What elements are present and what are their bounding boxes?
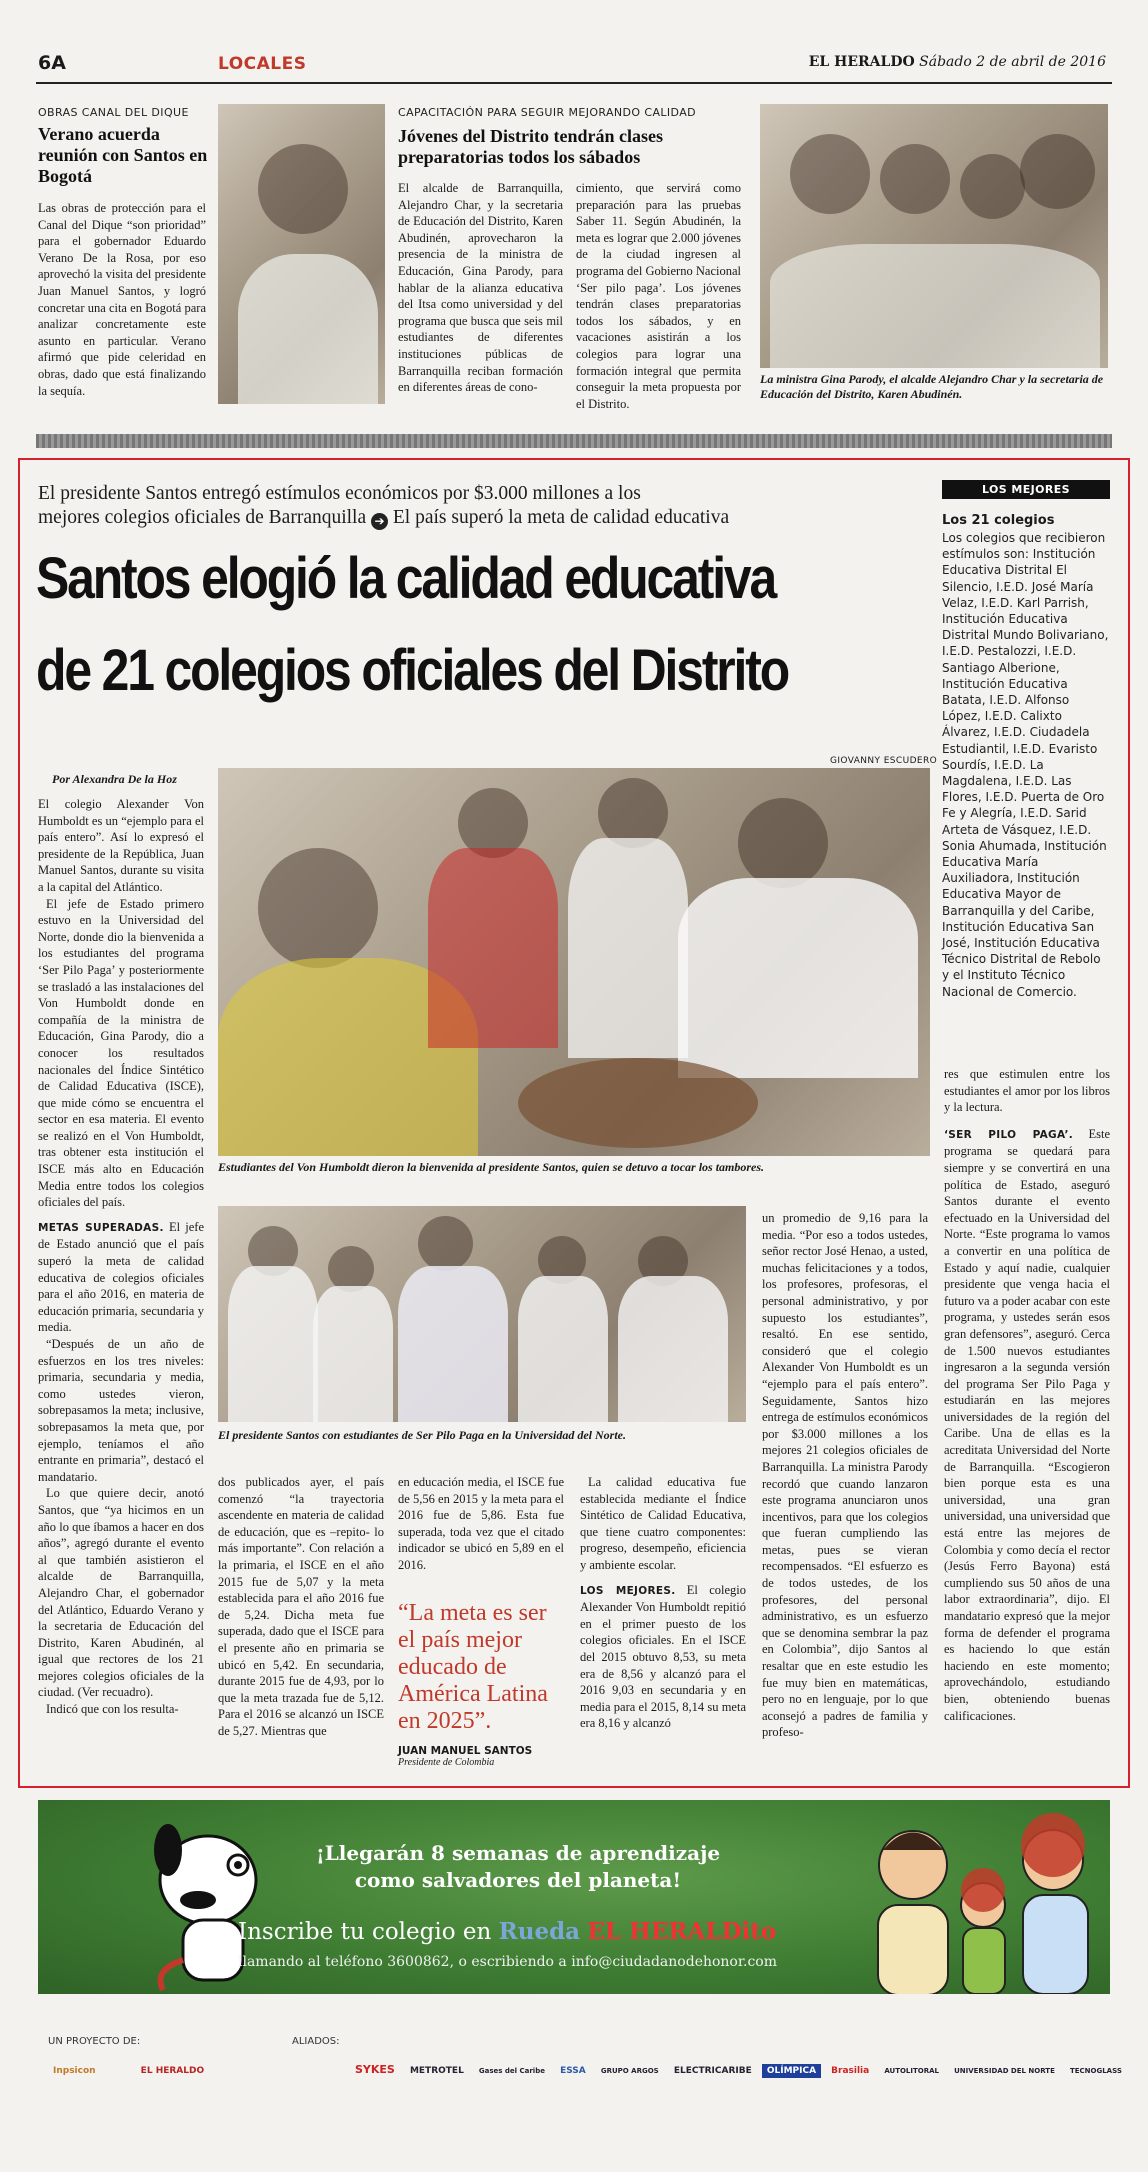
mid-story-col1: El alcalde de Barranquilla, Alejandro Char, y la secretaria de Educación del Distrito, Karen Abudinén, aprovecharon la presencia de la ministra de Educación, Gina Parody, para hablar de la alianza educativa del Itsa como universidad y del programa que busca que seis mil estudiantes de diferentes instituciones públicas de Barranquilla reciban formación en diferentes áreas de cono- [398, 181, 563, 395]
ally-logo-brasilia[interactable]: Brasilia [831, 2066, 870, 2076]
drums-caption: Estudiantes del Von Humboldt dieron la bienvenida al presidente Santos, quien se detuvo a tocar los tambores. [218, 1160, 765, 1174]
issue-date: Sábado 2 de abril de 2016 [919, 54, 1106, 70]
sidebar-title: Los 21 colegios [942, 513, 1055, 528]
body-col-2: dos publicados ayer, el país comenzó “la trayectoria ascendente en materia de calidad de educación, que es –repito- lo más importante”. Con relación a la primaria, el ISCE en el año 2015 fue de 5,07 y la meta establecida para el año 2016 fue de 5,24. Dicha meta fue superada, dado que el ISCE para el presente año en primaria se ubicó en 5,42. En secundaria, durante 2015 fue de 4,93, por lo que la meta trazada fue de 5,12. Para el 2016 se alcanzó un ISCE de 5,27. Mientras que [218, 1475, 384, 1738]
pull-quote-text: “La meta es ser el país mejor educado de América Latina en 2025”. [398, 1600, 548, 1734]
col1-para-3-text: El jefe de Estado anunció que el país superó la meta de calidad educativa de colegios oficiales para el año 2016, en materia de educación primaria, secundaria y media. [38, 1219, 204, 1335]
mid-story-headline[interactable]: Jóvenes del Distrito tendrán clases preparatorias todos los sábados [398, 126, 663, 167]
body-col-1 [38, 796, 204, 1718]
drums-photo [218, 768, 930, 1156]
project-logos [48, 2058, 278, 2078]
col6-para-1: res que estimulen entre los estudiantes el amor por los libros y la lectura. [944, 1067, 1110, 1115]
col6-para-2-text: Este programa se quedará para siempre y se convertirá en una política de Estado, aseguró Santos durante el evento efectuado en la Universidad del Norte. “Este programa lo vamos a convertir en una política de Estado y aquí nadie, cualquier presidente que venga hacia el futuro va a poder acabar con este programa, y ustedes serán esos gran defensores”, aseguró. Cerca de 1.500 nuevos estudiantes ingresaron a la segunda versión del programa Ser Pilo Paga y estudiarán en las mejores universidades de la región del Caribe. Una de ellas es la acreditata Universidad del Norte de Barranquilla. “Escogieron bien porque esta es una universidad, una gran universidad, una universidad que está entre las mejores de Colombia y como decía el rector (Jesús Ferro Bayona) está cumpliendo sus 50 años de una labor extraordinaria”, dijo. El mandatario expresó que la mejor forma de defender el programa es haciendo lo que están haciendo en este momento; aprovechándolo, estudiando bien, obteniendo buenas calificaciones. [944, 1126, 1111, 1723]
pull-quote-name: JUAN MANUEL SANTOS [398, 1745, 533, 1757]
verano-photo [218, 104, 385, 404]
col4-runin: LOS MEJORES. [580, 1584, 676, 1597]
ad-banner[interactable] [38, 1800, 1110, 1994]
col1-para-6: Indicó que con los resulta- [46, 1702, 179, 1717]
col1-para-2: El jefe de Estado primero estuvo en la Universidad del Norte, donde dio la bienvenida a los estudiantes del programa ‘Ser Pilo Paga’ y posteriormente se trasladó a las instalaciones del Von Humboldt donde en compañía de la ministra de Educación, Gina Parody, dio a conocer los resultados nacionales del Índice Sintético de Calidad Educativa (ISCE), que mide cómo se encuentra el sector en esa materia. El evento se realizó en el Von Humboldt, tras obtener esta institución el ISCE más alto en Educación Media entre todos los colegios oficiales del país. [38, 896, 204, 1210]
col6-para-2 [944, 1126, 1110, 1724]
mid-story-kicker: CAPACITACIÓN PARA SEGUIR MEJORANDO CALIDAD [398, 106, 697, 119]
paper-name: EL HERALDO [808, 54, 915, 70]
header-rule [36, 82, 1112, 84]
body-col-3: en educación media, el ISCE fue de 5,56 en 2015 y la meta para el 2016 fue de 5,86. Esta fue superada, toda vez que el citado indicador se ubicó en 5,89 en el 2016. [398, 1475, 564, 1572]
ad-contact[interactable]: llamando al teléfono 3600862, o escribiendo a info@ciudadanodehonor.com [238, 1954, 778, 1970]
photo-credit: GIOVANNY ESCUDERO [830, 756, 938, 766]
col1-runin: METAS SUPERADAS. [38, 1221, 164, 1234]
ally-logo-olimpica[interactable]: OLÍMPICA [762, 2064, 821, 2078]
col1-para-5: Lo que quiere decir, anotó Santos, que “ya hicimos en un año lo que íbamos a hacer en dos años”, agregó durante el evento al que también asistieron el alcalde de Barranquilla, Alejandro Char, el gobernador del Atlántico, Eduardo Verano y la secretaria de Educación del Distrito, Karen Abudinén, al igual que rectores de los 21 mejores colegios oficiales de la ciudad. (Ver recuadro). [38, 1486, 204, 1700]
ally-logo-essa[interactable]: ESSA [560, 2066, 586, 2076]
ad-headline-line-1: ¡Llegarán 8 semanas de aprendizaje [315, 1841, 721, 1865]
project-logo-elheraldo[interactable]: EL HERALDO [140, 2066, 205, 2076]
deck [38, 482, 938, 530]
deck-line-2b: El país superó la meta de calidad educativa [392, 507, 730, 528]
body-col-6 [944, 1066, 1110, 1724]
deck-line-2a: mejores colegios oficiales de Barranquilla [38, 507, 367, 528]
allies-label: ALIADOS: [292, 2036, 340, 2047]
ally-logo-gases[interactable]: Gases del Caribe [478, 2067, 545, 2075]
left-story-body: Las obras de protección para el Canal del Dique “son prioridad” para el gobernador Eduardo Verano De la Rosa, por eso aprovechó la visita del presidente Juan Manuel Santos, y logró concretar una cita en Bogotá para analizar concretamente este asunto en particular. Verano afirmó que pide celeridad en obras, dado que está finalizando la sequía. [38, 201, 206, 398]
col1-para-3 [38, 1219, 204, 1336]
ser-pilo-paga-photo [218, 1206, 746, 1422]
ally-logo-sykes[interactable]: SYKES [355, 2063, 395, 2076]
ad-cta[interactable] [238, 1918, 776, 1945]
main-headline-line-2[interactable]: de 21 colegios oficiales del Distrito [36, 638, 789, 703]
body-col-4 [580, 1474, 746, 1732]
parody-char-caption: La ministra Gina Parody, el alcalde Alejandro Char y la secretaria de Educación del Distrito, Karen Abudinén. [760, 372, 1104, 401]
project-label: UN PROYECTO DE: [48, 2036, 141, 2047]
left-story-headline[interactable]: Verano acuerda reunión con Santos en Bogotá [38, 124, 208, 186]
ally-logo-autolitoral[interactable]: AUTOLITORAL [884, 2067, 939, 2075]
main-headline-line-1[interactable]: Santos elogió la calidad educativa [36, 546, 776, 611]
sidebar-tag: LOS MEJORES [942, 480, 1110, 499]
section-divider [36, 434, 1112, 448]
col1-para-4: “Después de un año de esfuerzos en los tres niveles: primaria, secundaria y media, como ustedes vieron, sobrepasamos la meta; inclusive, sobrepasamos la meta que, por ejemplo, teníamos el año entrante en primaria”, destacó el mandatario. [38, 1337, 204, 1484]
parody-char-photo [760, 104, 1108, 368]
masthead [809, 54, 1106, 70]
col4-para-2 [580, 1582, 746, 1732]
ser-pilo-paga-caption: El presidente Santos con estudiantes de Ser Pilo Paga en la Universidad del Norte. [218, 1428, 627, 1442]
ad-cta-brand: EL HERALDito [587, 1918, 777, 1945]
col4-para-2-text: El colegio Alexander Von Humboldt repitió en el primer puesto de los colegios oficiales. En el ISCE del 2015 obtuvo 8,53, su meta era de 8,56 y alcanzó para el 2016 9,03 en secundaria y en media para el 2015, 8,14 su meta era 8,16 y alcanzó [580, 1582, 746, 1731]
pull-quote [398, 1600, 564, 1768]
col4-para-1: La calidad educativa fue establecida mediante el Índice Sintético de Calidad Educativa, que tiene cuatro componentes: progreso, desempeño, eficiencia y ambiente escolar. [580, 1475, 746, 1572]
section-name[interactable]: LOCALES [218, 54, 307, 74]
pull-quote-role: Presidente de Colombia [398, 1757, 495, 1768]
deck-line-1: El presidente Santos entregó estímulos económicos por $3.000 millones a los [38, 483, 641, 504]
left-story-kicker: OBRAS CANAL DEL DIQUE [38, 106, 189, 119]
project-logo-inpsicon[interactable]: Inpsicon [53, 2066, 96, 2076]
page-number: 6A [38, 52, 66, 74]
sidebar-body: Los colegios que recibieron estímulos son: Institución Educativa Distrital El Silencio, I.E.D. José María Velaz, I.E.D. Karl Parrish, Institución Educativa Distrital Mundo Bolivariano, I.E.D. Pestalozzi, I.E.D. Santiago Alberione, Institución Educativa Batata, I.E.D. Alfonso López, I.E.D. Calixto Álvarez, I.E.D. Ciudadela Estudiantil, I.E.D. Evaristo Sourdís, I.E.D. La Magdalena, I.E.D. Las Flores, I.E.D. Puerta de Oro Fe y Alegría, I.E.D. Sarid Arteta de Vásquez, I.E.D. Sonia Ahumada, Institución Educativa María Auxiliadora, Institución Educativa Mayor de Barranquilla y del Caribe, Institución Educativa San José, Institución Educativa Técnico Distrital de Rebolo y el Instituto Técnico Nacional de Comercio. [942, 531, 1109, 999]
ally-logo-metrotel[interactable]: METROTEL [409, 2066, 464, 2076]
body-col-5: un promedio de 9,16 para la media. “Por eso a todos ustedes, señor rector José Henao, a usted, muchas felicitaciones y a todos, los profesores, profesoras, el personal administrativo, y por supuesto los estudiantes”, resaltó. En ese sentido, consideró que el colegio Alexander Von Humboldt es un “ejemplo para el país entero”. Seguidamente, Santos hizo entrega de estímulos económicos por $3.000 millones a los mejores 21 colegios oficiales de Barranquilla. La ministra Parody recordó que cuando lanzaron este programa anunciaron unos incentivos, para que los colegios que fueran cumpliendo las metas, pues se vieran recompensados. “El esfuerzo es de todos ustedes, de los profesores, del personal administrativo, es un esfuerzo que se denomina sembrar la paz en Colombia”, dijo Santos al resaltar que en este estudio les fue muy bien en matemáticas, pero no en lenguaje, por lo que aconsejó a padres de familia y profeso- [762, 1211, 928, 1740]
ally-logo-argos[interactable]: GRUPO ARGOS [600, 2067, 659, 2075]
mid-story-col2: cimiento, que servirá como preparación para las pruebas Saber 11. Según Abudinén, la meta es lograr que 2.000 jóvenes de la ciudad ingresen al programa del Gobierno Nacional ‘Ser pilo paga’. Los jóvenes tendrán clases preparatorias todos los sábados, y en vacaciones asistirán a los colegios para lograr una formación integral que permita conseguir la meta propuesta por el Distrito. [576, 181, 741, 411]
col6-runin: ‘SER PILO PAGA’. [944, 1128, 1074, 1141]
ad-headline-line-2: como salvadores del planeta! [354, 1868, 682, 1892]
ally-logo-tecnoglass[interactable]: TECNOGLASS [1069, 2067, 1122, 2075]
ad-cta-rueda: Rueda [498, 1918, 581, 1945]
col1-para-1: El colegio Alexander Von Humboldt es un “ejemplo para el país entero”. Así lo expresó el presidente de la República, Juan Manuel Santos, durante su visita a la capital del Atlántico. [38, 797, 204, 894]
byline: Por Alexandra De la Hoz [52, 772, 177, 786]
ally-logo-electricaribe[interactable]: ELECTRICARIBE [673, 2066, 752, 2076]
arrow-right-icon: ➔ [371, 513, 388, 530]
deck-line-2 [38, 506, 938, 530]
family-illustration-icon [858, 1810, 1108, 1994]
ally-logo-uninorte[interactable]: UNIVERSIDAD DEL NORTE [954, 2067, 1055, 2075]
sidebar-box [942, 480, 1110, 1000]
allies-logos [350, 2058, 1122, 2078]
ad-headline [308, 1840, 728, 1894]
ad-cta-prefix: Inscribe tu colegio en [238, 1919, 492, 1945]
